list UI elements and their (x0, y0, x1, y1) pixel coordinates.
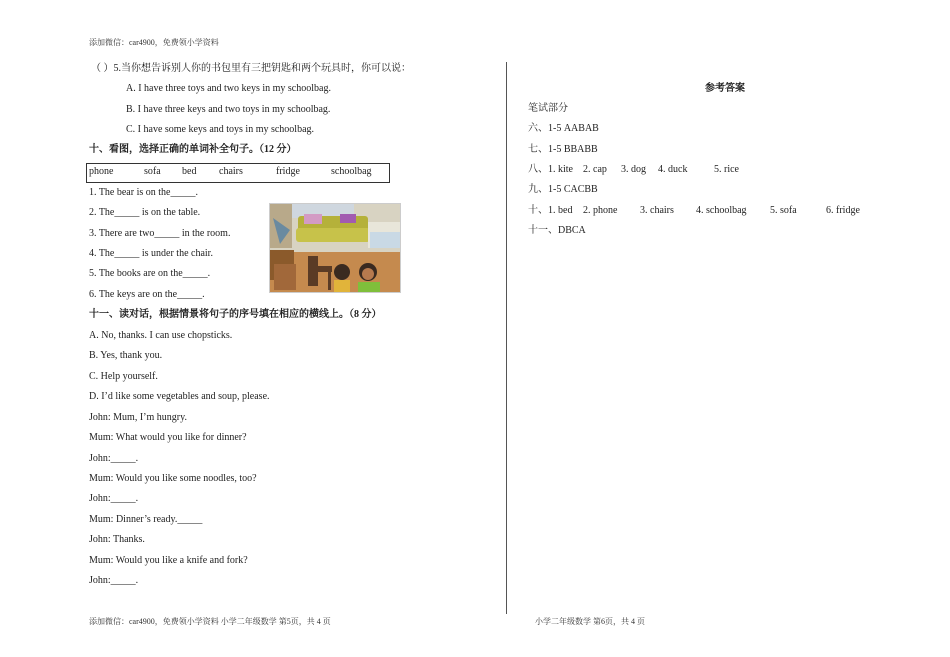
answers-line-10-item-1: 十、1. bed (528, 205, 573, 216)
section10-sentence-5: 5. The books are on the_____. (89, 268, 211, 279)
dialogue-line-2: Mum: What would you like for dinner? (89, 432, 247, 443)
question5-stem: （ ）5.当你想告诉别人你的书包里有三把钥匙和两个玩具时，你可以说： (91, 63, 411, 74)
dialogue-line-5: John:_____. (89, 493, 139, 504)
answers-line-8-item-2: 2. cap (583, 164, 607, 175)
word-bank-fridge: fridge (276, 166, 300, 177)
section10-sentence-3: 3. There are two_____ in the room. (89, 228, 231, 239)
answers-line-7: 七、1-5 BBABB (528, 144, 598, 155)
question5-option-b: B. I have three keys and two toys in my schoolbag. (126, 104, 331, 115)
section11-option-a: A. No, thanks. I can use chopsticks. (89, 330, 233, 341)
answers-line-10-item-4: 4. schoolbag (696, 205, 747, 216)
dialogue-line-1: John: Mum, I’m hungry. (89, 412, 187, 423)
answers-line-9: 九、1-5 CACBB (528, 184, 598, 195)
section11-option-b: B. Yes, thank you. (89, 350, 163, 361)
room-illustration (269, 203, 401, 293)
dialogue-line-6: Mum: Dinner’s ready._____ (89, 514, 203, 525)
footer-left: 添加微信：car4900，免费领小学资料 小学二年级数学 第5页，共 4 页 (89, 617, 331, 626)
section10-sentence-4: 4. The_____ is under the chair. (89, 248, 213, 259)
header-watermark: 添加微信：car4900，免费领小学资料 (89, 38, 219, 47)
answers-line-10-item-5: 5. sofa (770, 205, 797, 216)
question5-option-c: C. I have some keys and toys in my schoolbag. (126, 124, 315, 135)
word-bank-bed: bed (182, 166, 197, 177)
dialogue-line-9: John:_____. (89, 575, 139, 586)
footer-right: 小学二年级数学 第6页，共 4 页 (535, 617, 645, 626)
section11-option-d: D. I’d like some vegetables and soup, please. (89, 391, 270, 402)
answers-line-10-item-3: 3. chairs (640, 205, 674, 216)
answers-line-8-item-1: 八、1. kite (528, 164, 573, 175)
answers-subtitle: 笔试部分 (528, 103, 568, 114)
dialogue-line-8: Mum: Would you like a knife and fork? (89, 555, 248, 566)
answers-title: 参考答案 (705, 83, 745, 94)
section11-option-c: C. Help yourself. (89, 371, 158, 382)
page-divider (506, 62, 507, 614)
section10-title: 十、看图，选择正确的单词补全句子。（12 分） (89, 144, 297, 155)
dialogue-line-7: John: Thanks. (89, 534, 145, 545)
question5-option-a: A. I have three toys and two keys in my schoolbag. (126, 83, 331, 94)
answers-line-6: 六、1-5 AABAB (528, 123, 599, 134)
answers-line-10-item-6: 6. fridge (826, 205, 860, 216)
dialogue-line-4: Mum: Would you like some noodles, too? (89, 473, 257, 484)
answers-line-8-item-4: 4. duck (658, 164, 688, 175)
answers-line-11: 十一、DBCA (528, 225, 586, 236)
section10-sentence-6: 6. The keys are on the_____. (89, 289, 205, 300)
section11-title: 十一、读对话，根据情景将句子的序号填在相应的横线上。（8 分） (89, 309, 382, 320)
word-bank-phone: phone (89, 166, 114, 177)
section10-sentence-1: 1. The bear is on the_____. (89, 187, 198, 198)
word-bank-chairs: chairs (219, 166, 243, 177)
answers-line-8-item-3: 3. dog (621, 164, 646, 175)
section10-sentence-2: 2. The_____ is on the table. (89, 207, 201, 218)
word-bank-schoolbag: schoolbag (331, 166, 372, 177)
dialogue-line-3: John:_____. (89, 453, 139, 464)
answers-line-10-item-2: 2. phone (583, 205, 618, 216)
answers-line-8-item-5: 5. rice (714, 164, 739, 175)
word-bank-sofa: sofa (144, 166, 161, 177)
